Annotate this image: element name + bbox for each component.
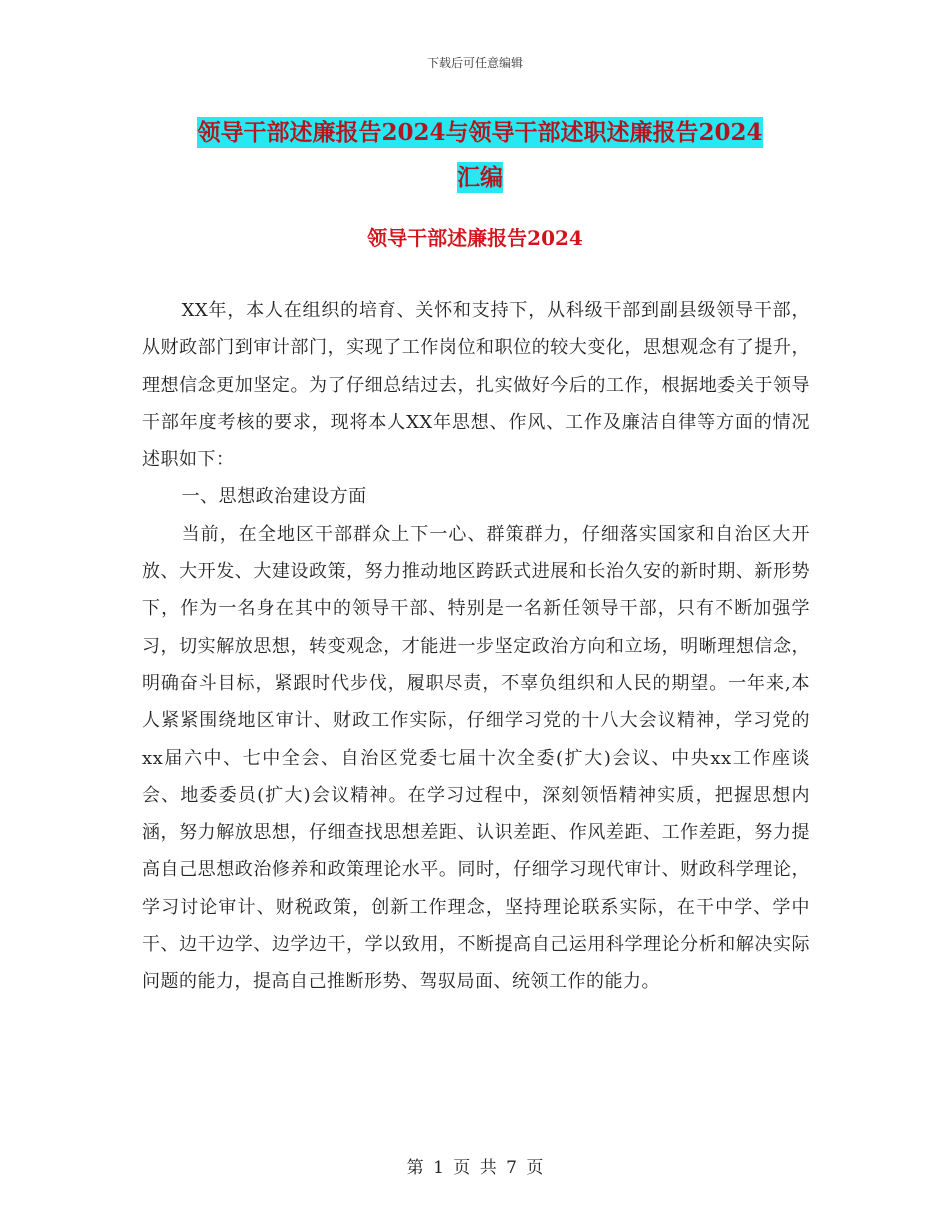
section-title: 领导干部述廉报告2024 <box>367 226 583 250</box>
document-body <box>142 292 810 1001</box>
body-paragraph: XX年，本人在组织的培育、关怀和支持下，从科级干部到副县级领导干部，从财政部门到审计部门，实现了工作岗位和职位的较大变化，思想观念有了提升，理想信念更加坚定。为了仔细总结过去，扎实做好今后的工作，根据地委关于领导干部年度考核的要求，现将本人XX年思想、作风、工作及廉洁自律等方面的情况述职如下： <box>142 300 810 471</box>
document-title-line-2: 汇编 <box>457 164 503 191</box>
body-paragraph: 当前，在全地区干部群众上下一心、群策群力，仔细落实国家和自治区大开放、大开发、大建设政策，努力推动地区跨跃式进展和长治久安的新时期、新形势下，作为一名身在其中的领导干部、特别是一名新任领导干部，只有不断加强学习，切实解放思想，转变观念，才能进一步坚定政治方向和立场，明晰理想信念，明确奋斗目标，紧跟时代步伐，履职尽责，不辜负组织和人民的期望。一年来,本人紧紧围绕地区审计、财政工作实际，仔细学习党的十八大会议精神，学习党的xx届六中、七中全会、自治区党委七届十次全委(扩大)会议、中央xx工作座谈会、地委委员(扩大)会议精神。在学习过程中，深刻领悟精神实质，把握思想内涵，努力解放思想，仔细查找思想差距、认识差距、作风差距、工作差距，努力提高自己思想政治修养和政策理论水平。同时，仔细学习现代审计、财政科学理论，学习讨论审计、财税政策，创新工作理念，坚持理论联系实际，在干中学、学中干、边干边学、边学边干，学以致用，不断提高自己运用科学理论分析和解决实际问题的能力，提高自己推断形势、驾驭局面、统领工作的能力。 <box>142 523 810 993</box>
section-heading: 一、思想政治建设方面 <box>181 486 367 508</box>
document-title <box>140 110 820 200</box>
page-number: 第 1 页 共 7 页 <box>406 1158 544 1178</box>
document-title-line-1: 领导干部述廉报告2024与领导干部述职述廉报告2024 <box>197 119 763 146</box>
page-header-note: 下载后可任意编辑 <box>426 56 523 70</box>
